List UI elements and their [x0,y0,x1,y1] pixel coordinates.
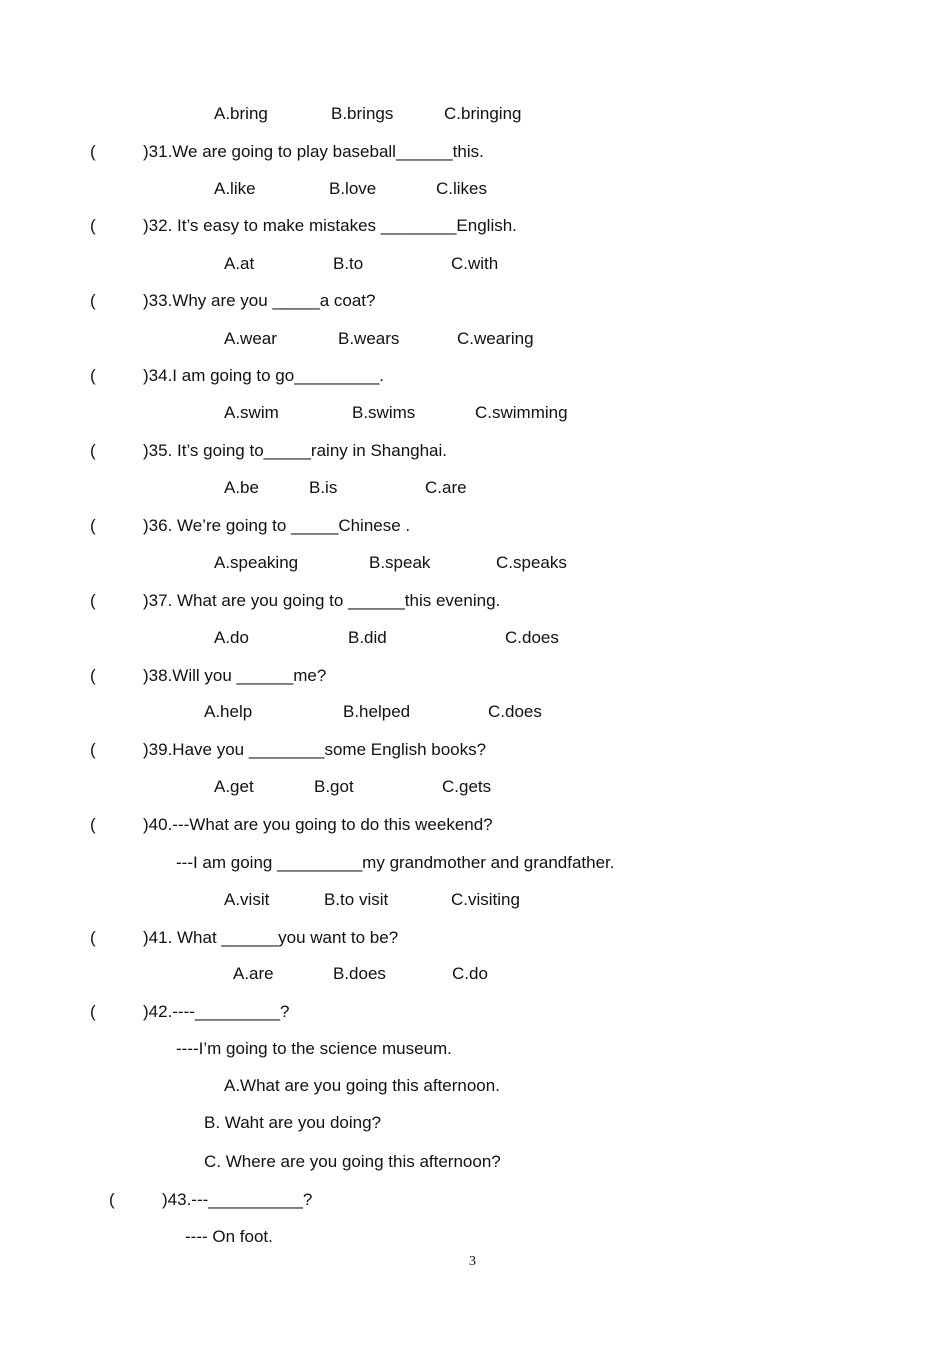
option-a: A.like [214,179,256,198]
option-b: B.got [314,777,354,796]
option-c: C. Where are you going this afternoon? [204,1152,501,1171]
option-c: C.with [451,254,499,273]
option-a: A.get [214,777,254,796]
option-a: A.at [224,254,255,273]
answer-paren: ( [90,291,96,310]
question-32: )32. It’s easy to make mistakes ________English. [143,216,517,235]
option-a: A.help [204,702,253,721]
option-a: A.wear [224,329,277,348]
answer-paren: ( [90,740,96,759]
option-b: B.speak [369,553,431,572]
question-43-response: ---- On foot. [185,1227,273,1246]
question-42-response: ----I’m going to the science museum. [176,1039,452,1058]
option-b: B.did [348,628,387,647]
question-33: )33.Why are you _____a coat? [143,291,376,310]
answer-paren: ( [90,815,96,834]
question-34: )34.I am going to go_________. [143,366,385,385]
question-40: )40.---What are you going to do this weekend? [143,815,493,834]
answer-paren: ( [90,216,96,235]
option-b: B.love [329,179,377,198]
option-c: C.bringing [444,104,522,123]
option-c: C.are [425,478,467,497]
option-c: C.speaks [496,553,567,572]
question-43: )43.---__________? [162,1190,313,1209]
answer-paren: ( [90,666,96,685]
question-35: )35. It’s going to_____rainy in Shanghai. [143,441,448,460]
question-39: )39.Have you ________some English books? [143,740,487,759]
option-c: C.does [505,628,559,647]
option-a: A.are [233,964,274,983]
option-c: C.visiting [451,890,520,909]
option-c: C.do [452,964,488,983]
answer-paren: ( [90,928,96,947]
option-a: A.bring [214,104,268,123]
answer-paren: ( [90,1002,96,1021]
option-a: A.What are you going this afternoon. [224,1076,500,1095]
option-b: B.brings [331,104,394,123]
option-c: C.wearing [457,329,534,348]
option-b: B.swims [352,403,416,422]
page-number: 3 [469,1254,476,1269]
option-b: B.is [309,478,338,497]
option-b: B.does [333,964,386,983]
answer-paren: ( [90,441,96,460]
question-36: )36. We’re going to _____Chinese . [143,516,411,535]
question-42: )42.----_________? [143,1002,290,1021]
question-37: )37. What are you going to ______this evening. [143,591,501,610]
answer-paren: ( [90,366,96,385]
option-b: B. Waht are you doing? [204,1113,382,1132]
option-a: A.visit [224,890,270,909]
option-c: C.gets [442,777,492,796]
answer-paren: ( [90,142,96,161]
option-a: A.be [224,478,259,497]
question-41: )41. What ______you want to be? [143,928,399,947]
option-c: C.swimming [475,403,568,422]
option-c: C.does [488,702,542,721]
option-b: B.to visit [324,890,389,909]
option-b: B.to [333,254,364,273]
answer-paren: ( [109,1190,115,1209]
question-31: )31.We are going to play baseball______this. [143,142,484,161]
answer-paren: ( [90,591,96,610]
answer-paren: ( [90,516,96,535]
option-a: A.speaking [214,553,299,572]
option-c: C.likes [436,179,488,198]
option-a: A.do [214,628,249,647]
option-b: B.helped [343,702,411,721]
question-40-response: ---I am going _________my grandmother and grandfather. [176,853,615,872]
question-38: )38.Will you ______me? [143,666,327,685]
option-b: B.wears [338,329,400,348]
option-a: A.swim [224,403,279,422]
